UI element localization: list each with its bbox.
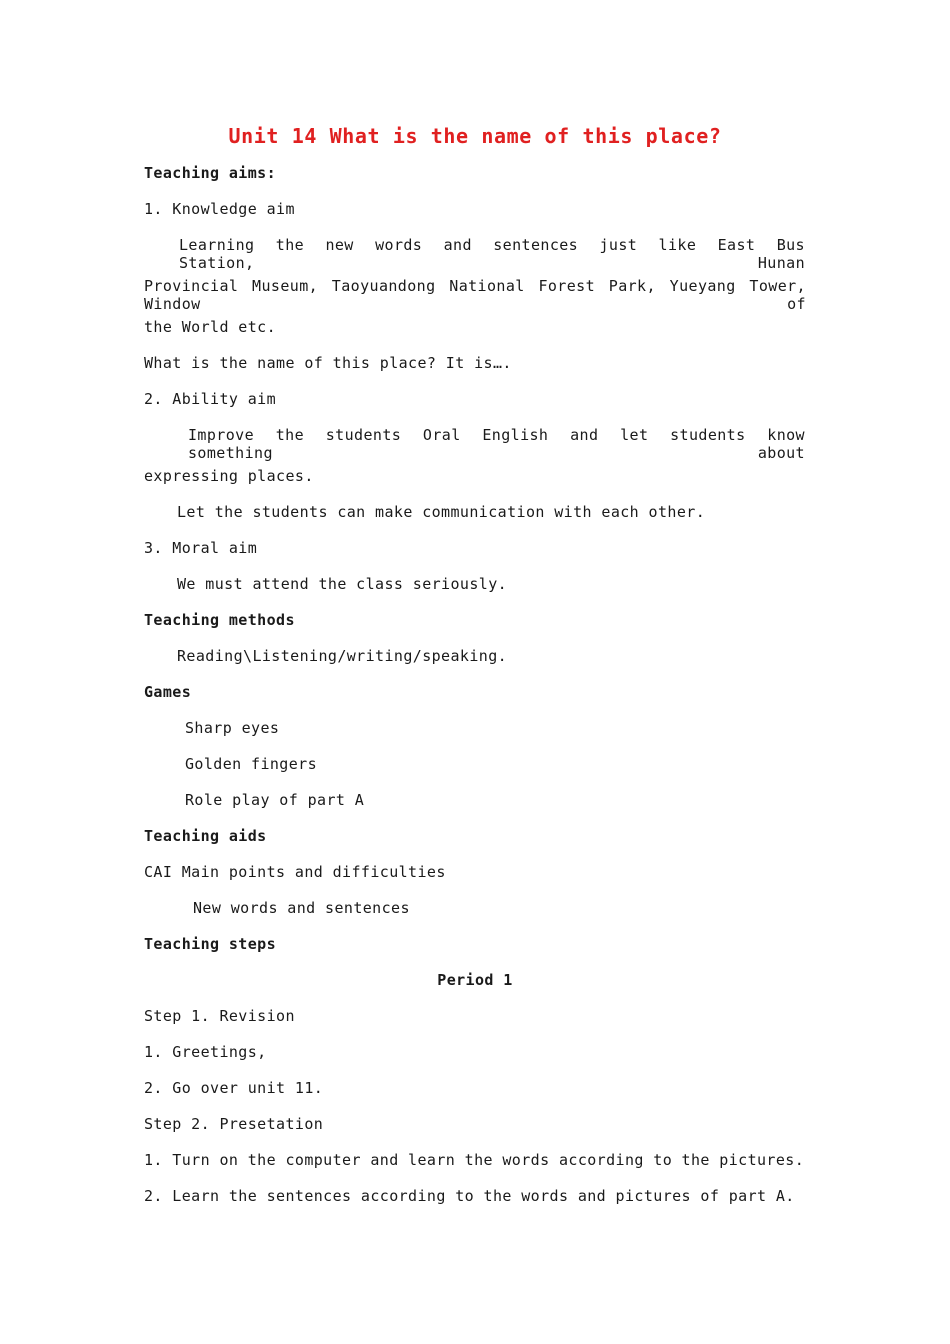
teaching-steps-heading: Teaching steps [144, 935, 277, 953]
teaching-methods-heading: Teaching methods [144, 611, 295, 629]
moral-paragraph: We must attend the class seriously. [177, 575, 508, 593]
step1-item: 2. Go over unit 11. [144, 1079, 324, 1097]
knowledge-question: What is the name of this place? It is…. [144, 354, 512, 372]
moral-aim-heading: 3. Moral aim [144, 539, 258, 557]
ability-paragraph-line3: Let the students can make communication with each other. [177, 503, 706, 521]
period-heading: Period 1 [437, 971, 513, 989]
games-item: Golden fingers [185, 755, 318, 773]
step2-heading: Step 2. Presetation [144, 1115, 324, 1133]
teaching-aims-heading: Teaching aims: [144, 164, 277, 182]
teaching-aids-subtext: New words and sentences [193, 899, 410, 917]
ability-paragraph-line1: Improve the students Oral English and let students know something about [188, 426, 805, 462]
step2-item: 2. Learn the sentences according to the words and pictures of part A. [144, 1187, 795, 1205]
teaching-aids-text: CAI Main points and difficulties [144, 863, 446, 881]
ability-paragraph-line2: expressing places. [144, 467, 314, 485]
step1-item: 1. Greetings, [144, 1043, 267, 1061]
knowledge-aim-heading: 1. Knowledge aim [144, 200, 295, 218]
step2-item: 1. Turn on the computer and learn the words according to the pictures. [144, 1151, 805, 1169]
games-heading: Games [144, 683, 192, 701]
teaching-aids-heading: Teaching aids [144, 827, 267, 845]
document-title: Unit 14 What is the name of this place? [228, 124, 722, 148]
knowledge-paragraph-line2: Provincial Museum, Taoyuandong National Forest Park, Yueyang Tower, Window of [144, 277, 806, 313]
knowledge-paragraph-line1: Learning the new words and sentences just like East Bus Station, Hunan [179, 236, 805, 272]
games-item: Role play of part A [185, 791, 365, 809]
games-item: Sharp eyes [185, 719, 280, 737]
step1-heading: Step 1. Revision [144, 1007, 295, 1025]
teaching-methods-text: Reading\Listening/writing/speaking. [177, 647, 508, 665]
ability-aim-heading: 2. Ability aim [144, 390, 277, 408]
knowledge-paragraph-line3: the World etc. [144, 318, 277, 336]
